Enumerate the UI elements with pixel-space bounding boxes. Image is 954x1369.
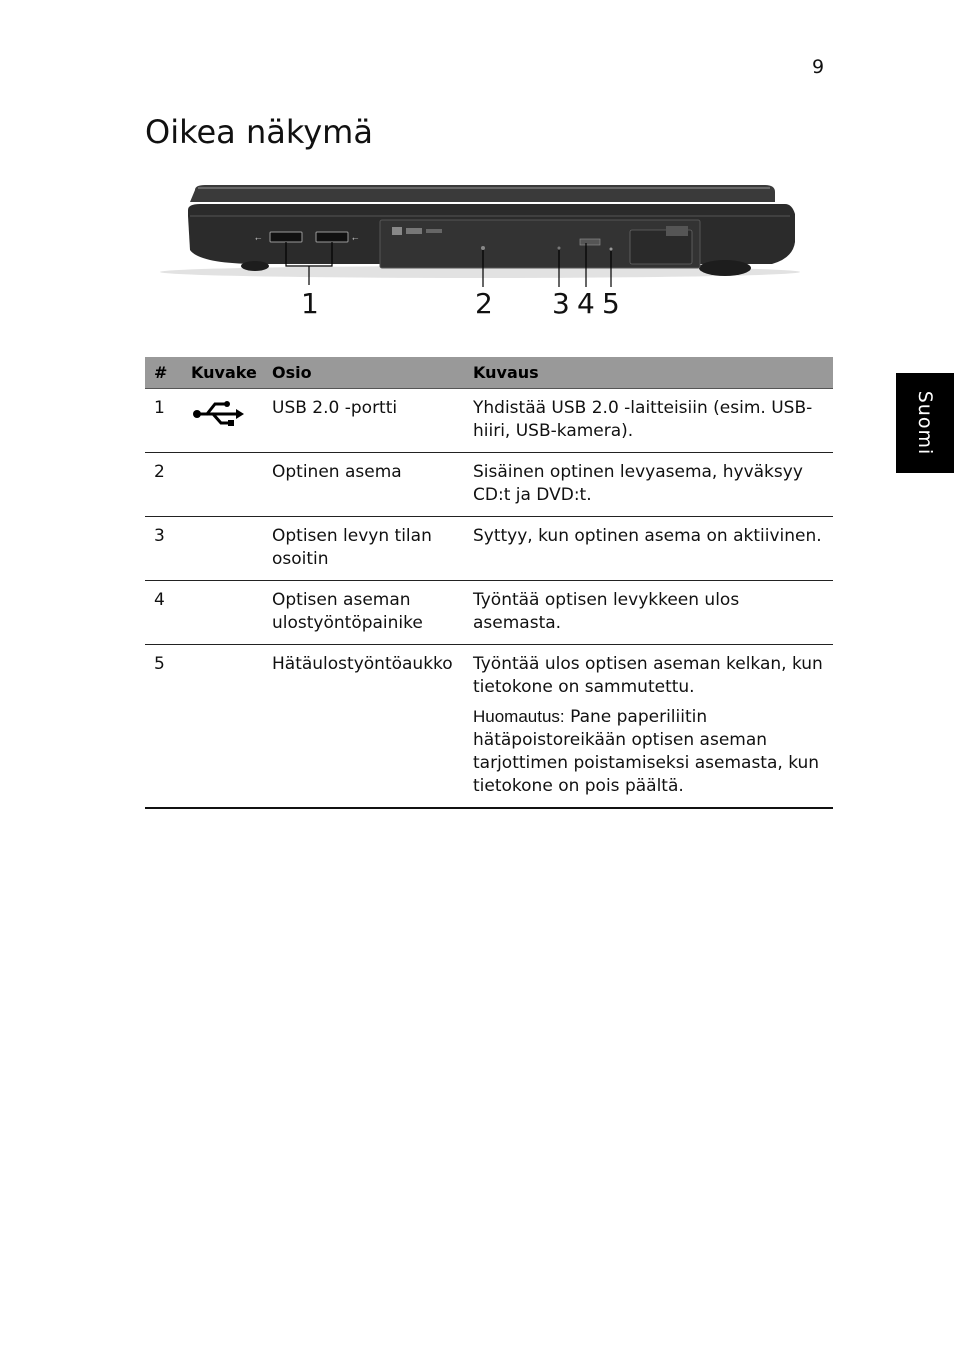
svg-text:⭠: ⭠ — [255, 234, 262, 243]
row-number: 1 — [145, 389, 182, 453]
header-number: # — [145, 357, 182, 389]
row-icon-cell — [182, 517, 263, 581]
note-text: Pane paperiliitin hätäpoistoreikään optisen aseman tarjottimen poistamiseksi asemasta, kun tietokone on pois päältä. — [473, 707, 820, 796]
callout-5: 5 — [602, 287, 620, 320]
table-row — [145, 645, 833, 809]
callout-3: 3 — [552, 287, 570, 320]
usb-icon — [191, 397, 247, 431]
row-icon-cell — [182, 389, 263, 453]
language-tab — [896, 373, 954, 473]
row-part: Optisen levyn tilan osoitin — [263, 517, 464, 581]
row-number: 2 — [145, 453, 182, 517]
row-part: Optinen asema — [263, 453, 464, 517]
row-icon-cell — [182, 645, 263, 809]
header-part: Osio — [263, 357, 464, 389]
row-description: Yhdistää USB 2.0 -laitteisiin (esim. USB-hiiri, USB-kamera). — [464, 389, 833, 453]
note-label: Huomautus: — [473, 707, 565, 726]
row-part: USB 2.0 -portti — [263, 389, 464, 453]
row-number: 5 — [145, 645, 182, 809]
right-view-table — [145, 357, 833, 809]
row-description-cell — [464, 645, 833, 809]
row-icon-cell — [182, 581, 263, 645]
callout-4: 4 — [577, 287, 595, 320]
row-part: Optisen aseman ulostyöntöpainike — [263, 581, 464, 645]
row-number: 4 — [145, 581, 182, 645]
row-description: Työntää ulos optisen aseman kelkan, kun tietokone on sammutettu. — [473, 654, 823, 697]
svg-text:⭠: ⭠ — [352, 234, 359, 243]
callout-2: 2 — [475, 287, 493, 320]
row-number: 3 — [145, 517, 182, 581]
table-row — [145, 389, 833, 453]
header-icon: Kuvake — [182, 357, 263, 389]
page-title: Oikea näkymä — [145, 113, 373, 151]
table-header-row — [145, 357, 833, 389]
row-description: Syttyy, kun optinen asema on aktiivinen. — [464, 517, 833, 581]
table-row — [145, 517, 833, 581]
page-number: 9 — [812, 56, 825, 78]
row-description: Työntää optisen levykkeen ulos asemasta. — [464, 581, 833, 645]
header-description: Kuvaus — [464, 357, 833, 389]
note — [473, 705, 829, 798]
table-row — [145, 453, 833, 517]
table-row — [145, 581, 833, 645]
row-icon-cell — [182, 453, 263, 517]
row-part: Hätäulostyöntöaukko — [263, 645, 464, 809]
language-tab-label: Suomi — [914, 390, 936, 456]
callout-1: 1 — [301, 287, 319, 320]
row-description: Sisäinen optinen levyasema, hyväksyy CD:t ja DVD:t. — [464, 453, 833, 517]
